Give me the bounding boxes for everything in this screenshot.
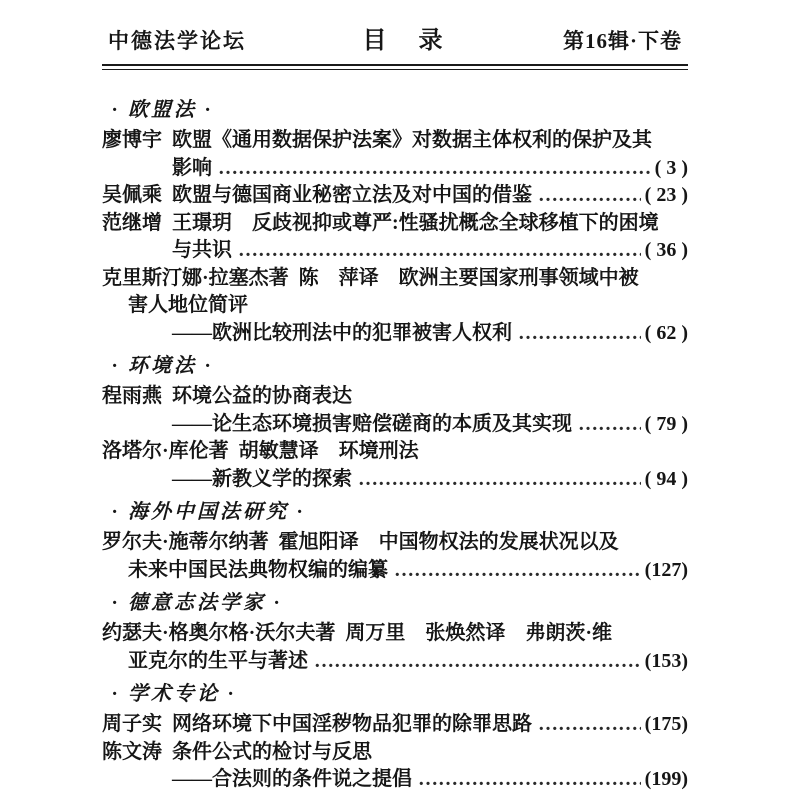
toc-line	[102, 438, 688, 466]
entry-author: 陈文涛	[102, 740, 162, 763]
dot-leader	[538, 711, 641, 739]
toc-line	[102, 466, 688, 494]
dot-leader	[538, 182, 641, 210]
toc-line	[102, 127, 688, 155]
dot-leader	[218, 155, 651, 183]
dot-leader	[578, 411, 641, 439]
entry-author: 克里斯汀娜·拉塞杰著	[102, 266, 289, 289]
entry-author: 程雨燕	[102, 385, 162, 407]
entry-title-text: 影响	[172, 156, 212, 179]
toc-section	[102, 498, 688, 584]
section-heading: · 德意志法学家 ·	[112, 592, 282, 614]
section-heading: · 欧盟法 ·	[112, 99, 213, 121]
toc-line	[102, 292, 688, 320]
toc-line	[102, 529, 688, 557]
toc-line	[102, 711, 688, 739]
page-number: ( 79 )	[644, 412, 688, 435]
dot-leader	[314, 648, 641, 676]
entry-title-text: ——合法则的条件说之提倡	[172, 768, 412, 790]
section-heading: · 环境法 ·	[112, 355, 213, 377]
page-number: (175)	[644, 713, 688, 735]
toc-section	[102, 96, 688, 347]
toc-section	[102, 352, 688, 493]
dot-leader	[394, 557, 641, 585]
page-header	[102, 20, 688, 55]
entry-title-text: 亚克尔的生平与著述	[128, 649, 308, 672]
toc-line	[102, 383, 688, 411]
entry-title-text: ——欧洲比较刑法中的犯罪被害人权利	[172, 321, 512, 344]
entry-author: 洛塔尔·库伦著	[102, 440, 229, 462]
entry-title-text: 未来中国民法典物权编的编纂	[128, 558, 388, 581]
page-number: ( 94 )	[644, 467, 688, 490]
entry-title-text: 陈 萍译 欧洲主要国家刑事领域中被	[298, 266, 639, 289]
journal-title: 中德法学论坛	[108, 29, 246, 53]
toc-line	[102, 557, 688, 585]
toc-line	[102, 155, 688, 183]
toc-line	[102, 265, 688, 293]
toc-line	[102, 739, 688, 767]
entry-title-text: 欧盟与德国商业秘密立法及对中国的借鉴	[172, 184, 532, 206]
page-number: (153)	[644, 649, 688, 672]
entry-author: 范继增	[102, 211, 162, 234]
toc-line	[102, 210, 688, 238]
entry-title-text: 与共识	[172, 239, 232, 261]
section-heading: · 学术专论 ·	[112, 683, 236, 705]
toc-line	[102, 411, 688, 439]
toc-line	[102, 648, 688, 676]
toc-line	[102, 182, 688, 210]
entry-author: 周子实	[102, 713, 162, 735]
section-heading: · 海外中国法研究 ·	[112, 501, 305, 523]
page-number: ( 23 )	[644, 184, 688, 206]
toc-line	[102, 320, 688, 348]
entry-title-text: 王璟玥 反歧视抑或尊严:性骚扰概念全球移植下的困境	[172, 211, 659, 234]
page-number: ( 36 )	[644, 239, 688, 261]
entry-title-text: 胡敏慧译 环境刑法	[238, 440, 419, 462]
toc-body	[102, 96, 688, 794]
toc-line	[102, 237, 688, 265]
entry-title-text: 霍旭阳译 中国物权法的发展状况以及	[278, 531, 619, 553]
entry-author: 廖博宇	[102, 129, 162, 151]
entry-title-text: ——新教义学的探索	[172, 467, 352, 490]
page-number: ( 3 )	[654, 156, 688, 179]
entry-title-text: 欧盟《通用数据保护法案》对数据主体权利的保护及其	[172, 129, 652, 151]
entry-author: 吴佩乘	[102, 184, 162, 206]
toc-section	[102, 680, 688, 794]
entry-title-text: 条件公式的检讨与反思	[172, 740, 372, 763]
entry-title-text: 害人地位简评	[128, 294, 248, 316]
toc-line	[102, 620, 688, 648]
page-number: (127)	[644, 558, 688, 581]
header-double-rule	[102, 64, 688, 70]
toc-section	[102, 589, 688, 675]
dot-leader	[358, 466, 641, 494]
page-number: (199)	[644, 768, 688, 790]
entry-title-text: 周万里 张焕然译 弗朗茨·维	[345, 622, 613, 644]
dot-leader	[238, 237, 641, 265]
toc-line	[102, 766, 688, 794]
entry-author: 罗尔夫·施蒂尔纳著	[102, 531, 269, 553]
contents-title: 目 录	[362, 28, 447, 54]
page-number: ( 62 )	[644, 321, 688, 344]
volume-label: 第16辑·下卷	[562, 29, 682, 53]
entry-title-text: 环境公益的协商表达	[172, 385, 352, 407]
entry-title-text: ——论生态环境损害赔偿磋商的本质及其实现	[172, 412, 572, 435]
entry-title-text: 网络环境下中国淫秽物品犯罪的除罪思路	[172, 713, 532, 735]
dot-leader	[418, 766, 641, 794]
dot-leader	[518, 320, 641, 348]
entry-author: 约瑟夫·格奥尔格·沃尔夫著	[102, 622, 336, 644]
